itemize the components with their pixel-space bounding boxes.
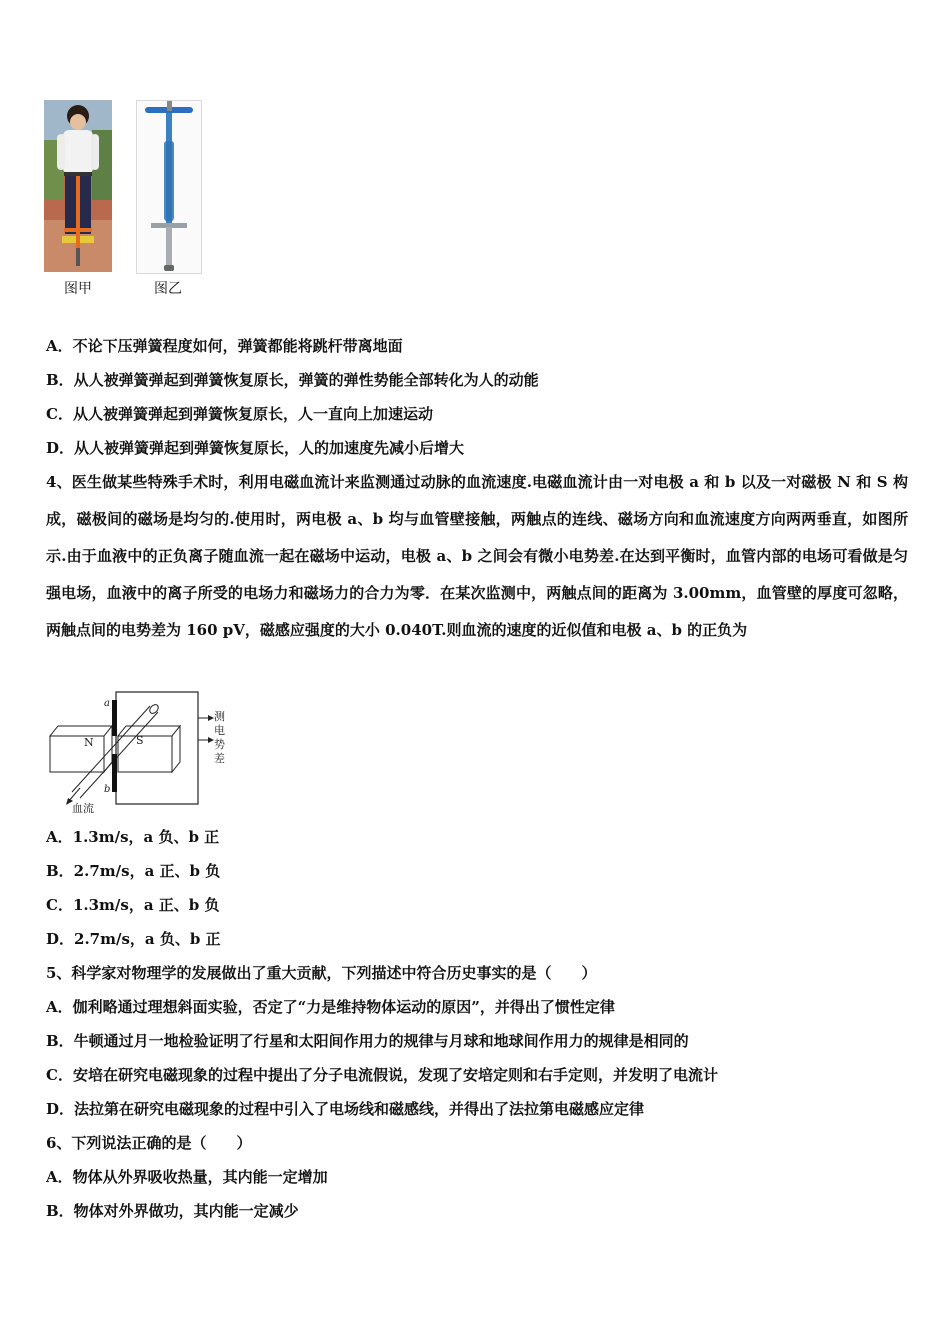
q5-stem: 5、科学家对物理学的发展做出了重大贡献，下列描述中符合历史事实的是（ ） [46,964,597,982]
q4-stem: 4、医生做某些特殊手术时，利用电磁血流计来监测通过动脉的血流速度.电磁血流计由一对电极 a 和 b 以及一对磁极 N 和 S 构成，磁极间的磁场是均匀的.使用时，两电极 a、b 均与血管壁接触，两触点的连线、磁场方向和血流速度方向两两垂直，如图所示.由于血液中的正负离子随血流一起在磁场中运动，电极 a、b 之间会有微小电势差.在达到平衡时，血管内部的电场可看做是匀强电场，血液中的离子所受的电场力和磁场力的合力为零．在某次监测中，两触点间的距离为 3.00mm，血管壁的厚度可忽略，两触点间的电势差为 160 pV，磁感应强度的大小 0.040T.则血流的速度的近似值和电极 a、b 的正负为 [46,473,908,639]
label-measure-3: 势 [214,738,225,751]
label-b: b [104,784,111,795]
q4-option-d: D．2.7m/s，a 负、b 正 [46,930,221,948]
label-a: a [104,698,110,709]
q3-option-a: A．不论下压弹簧程度如何，弹簧都能将跳杆带离地面 [46,337,403,355]
label-measure-2: 电 [214,724,225,737]
q5-option-d: D．法拉第在研究电磁现象的过程中引入了电场线和磁感线，并得出了法拉第电磁感应定律 [46,1100,645,1118]
q3-option-d: D．从人被弹簧弹起到弹簧恢复原长，人的加速度先减小后增大 [46,439,465,457]
em-flowmeter-figure [46,688,236,814]
caption-figure-yi: 图乙 [154,281,182,297]
q6-option-a: A．物体从外界吸收热量，其内能一定增加 [46,1168,328,1186]
q4-option-c: C．1.3m/s，a 正、b 负 [46,896,220,914]
label-s: S [136,734,144,747]
q3-option-c: C．从人被弹簧弹起到弹簧恢复原长，人一直向上加速运动 [46,405,433,423]
q5-option-c: C．安培在研究电磁现象的过程中提出了分子电流假说，发现了安培定则和右手定则，并发明了电流计 [46,1066,718,1084]
caption-figure-jia: 图甲 [64,281,92,297]
q4-option-a: A．1.3m/s，a 负、b 正 [46,828,220,846]
electrode-b [112,754,117,792]
q3-option-b: B．从人被弹簧弹起到弹簧恢复原长，弹簧的弹性势能全部转化为人的动能 [46,371,539,389]
q6-option-b: B．物体对外界做功，其内能一定减少 [46,1202,299,1220]
q4-option-b: B．2.7m/s，a 正、b 负 [46,862,221,880]
label-measure-1: 测 [214,710,225,723]
photo-pogo-stick [136,100,202,274]
photo-boy-on-pogo [44,100,112,272]
magnet-n [50,726,112,736]
electrode-a [112,700,117,736]
label-measure-4: 差 [214,752,225,765]
label-n: N [84,736,94,749]
q6-stem: 6、下列说法正确的是（ ） [46,1134,252,1152]
q5-option-a: A．伽利略通过理想斜面实验，否定了“力是维持物体运动的原因”，并得出了惯性定律 [46,998,615,1016]
q5-option-b: B．牛顿通过月一地检验证明了行星和太阳间作用力的规律与月球和地球间作用力的规律是相同的 [46,1032,689,1050]
label-flow: 血流 [72,802,94,814]
